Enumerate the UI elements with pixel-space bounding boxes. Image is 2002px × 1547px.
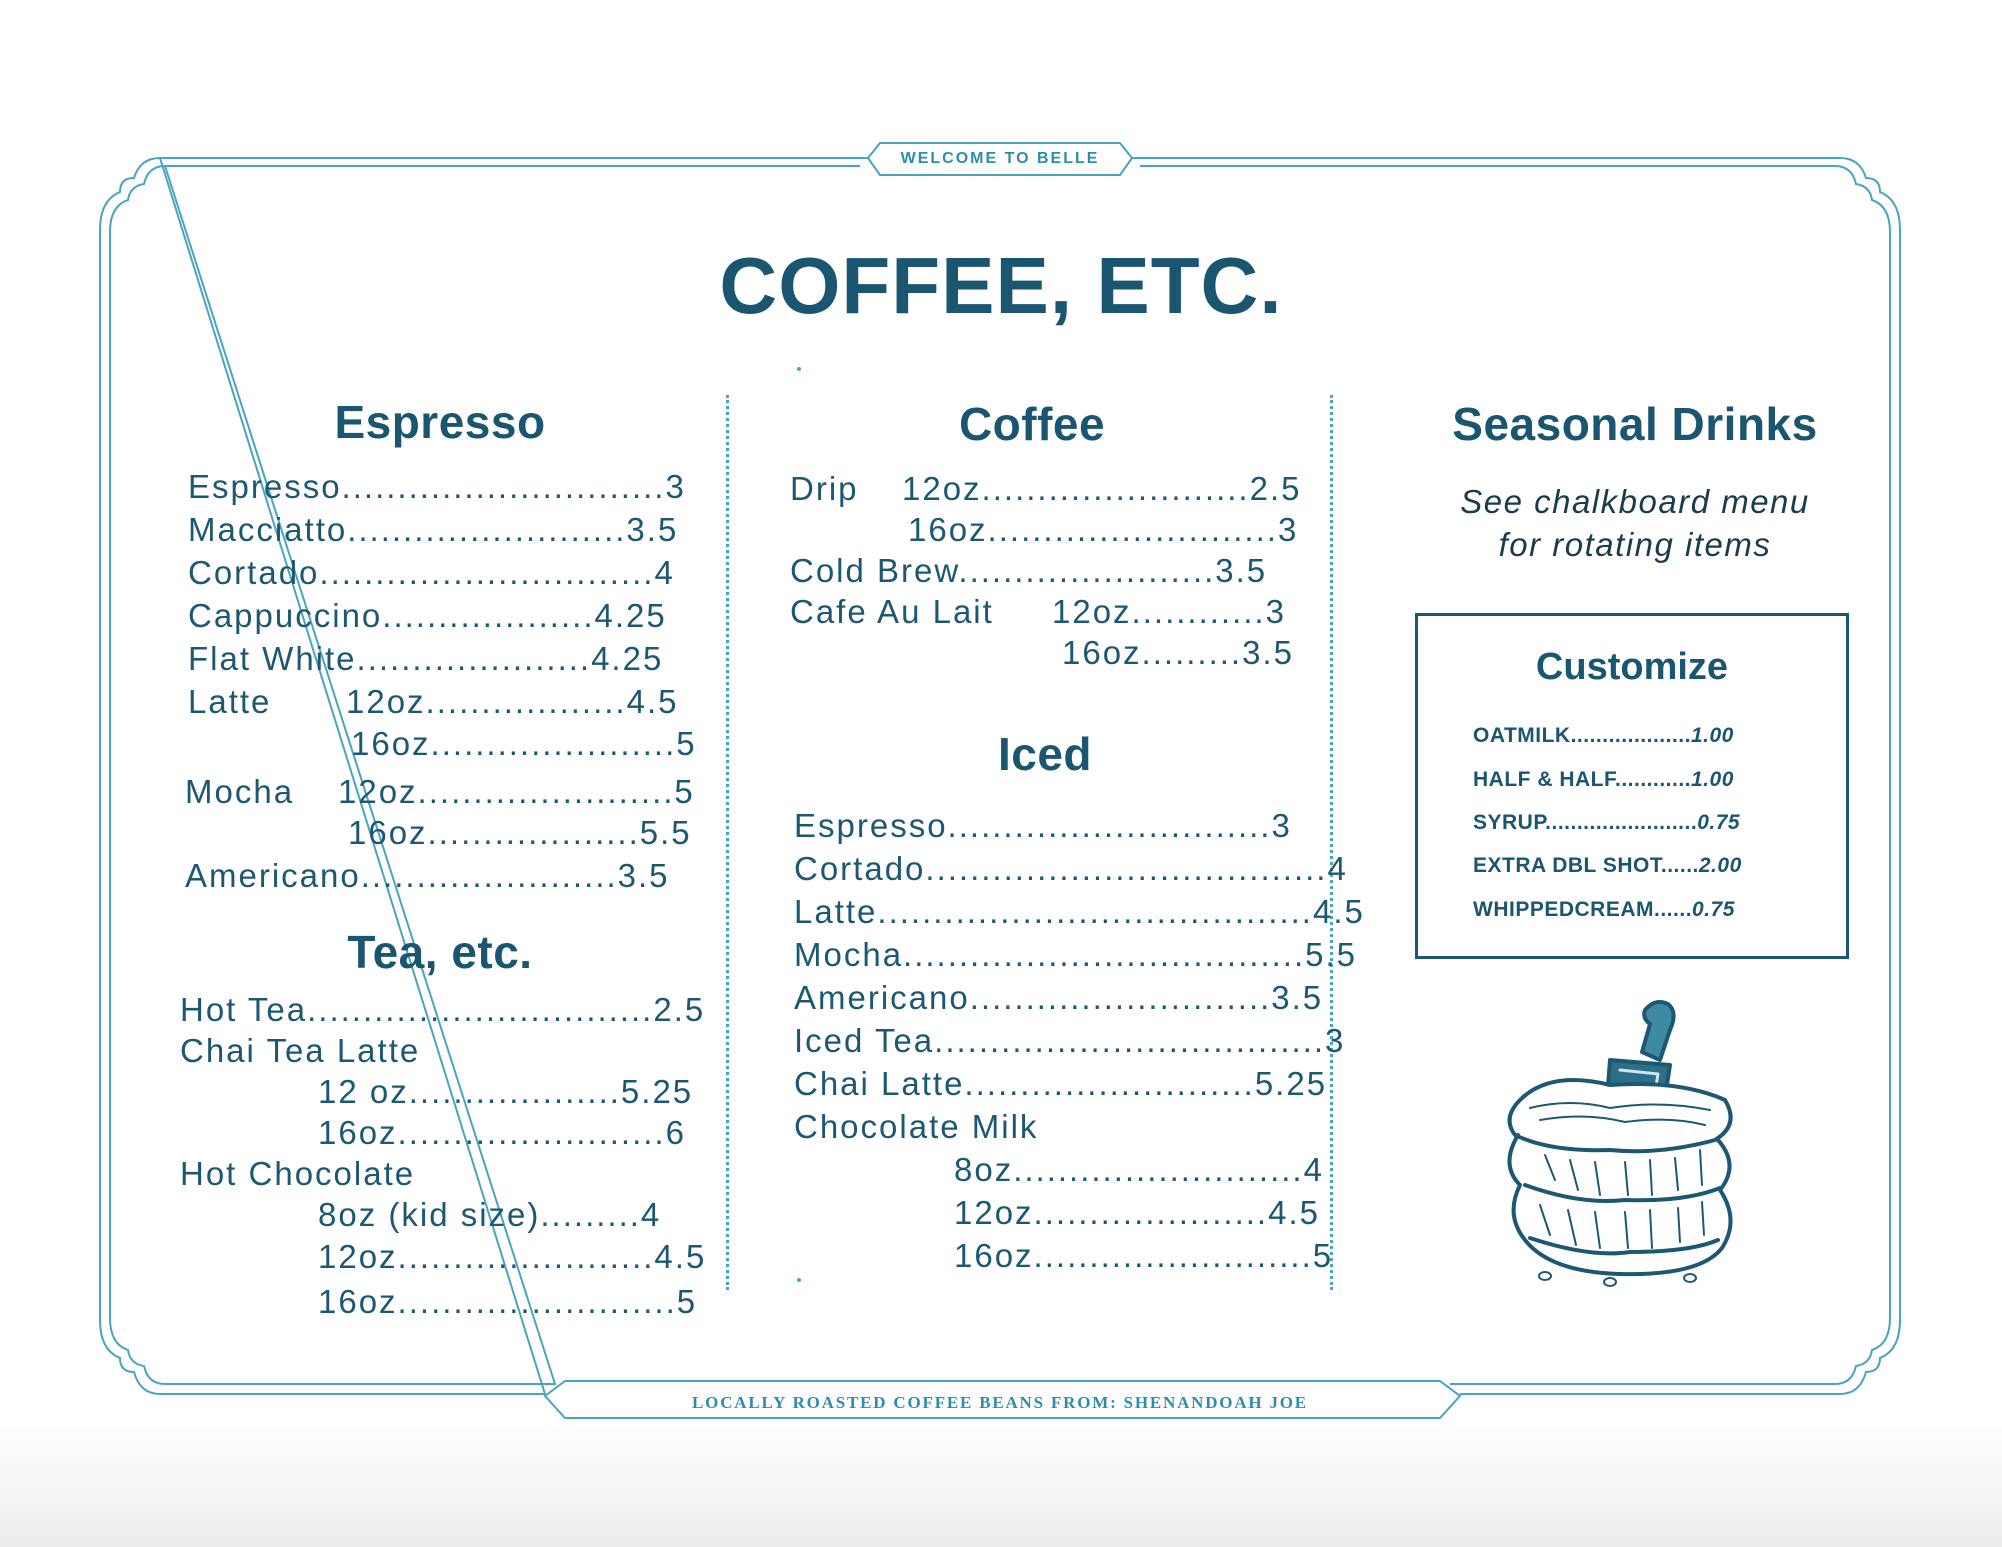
- seasonal-note-line-1: See chalkboard menu: [1460, 483, 1810, 520]
- seasonal-note-line-2: for rotating items: [1498, 526, 1772, 563]
- menu-item-size: 12oz............3: [1052, 593, 1286, 630]
- section-heading-seasonal: Seasonal Drinks: [1452, 398, 1818, 450]
- customize-leader: ........................: [1545, 811, 1698, 834]
- menu-item: Latte.......................................4.5: [794, 893, 1365, 930]
- menu-item-size: 12oz.......................5: [338, 773, 695, 810]
- customize-leader: ...................: [1570, 724, 1691, 747]
- menu-item-size: 16oz...................5.5: [348, 814, 692, 851]
- menu-item: Iced Tea...................................3: [794, 1022, 1346, 1059]
- customize-heading: Customize: [1535, 646, 1729, 688]
- page-title: COFFEE, ETC.: [719, 241, 1283, 330]
- customize-name: HALF & HALF: [1473, 768, 1615, 791]
- stray-dot: [797, 1278, 801, 1282]
- menu-item-size: 12 oz...................5.25: [318, 1073, 694, 1110]
- customize-row: [1473, 811, 1740, 835]
- menu-item: Americano.......................3.5: [185, 857, 670, 894]
- menu-item-size: 16oz.........................5: [954, 1237, 1334, 1274]
- menu-item-size: 12oz.....................4.5: [954, 1194, 1320, 1231]
- menu-item: Cafe Au Lait: [790, 593, 994, 630]
- customize-price: 1.00: [1691, 768, 1734, 791]
- customize-row: [1473, 724, 1734, 748]
- menu-item: Americano...........................3.5: [794, 979, 1324, 1016]
- menu-item: Drip: [790, 470, 859, 507]
- customize-leader: ............: [1614, 768, 1691, 791]
- customize-name: WHIPPEDCREAM: [1473, 898, 1655, 921]
- menu-item-size: 12oz.......................4.5: [318, 1238, 707, 1275]
- menu-item: Chai Tea Latte: [180, 1032, 421, 1069]
- customize-row: [1473, 854, 1742, 878]
- section-heading-tea: Tea, etc.: [347, 926, 533, 978]
- menu-item: Cold Brew.......................3.5: [790, 552, 1268, 589]
- menu-item-size: 12oz..................4.5: [346, 683, 679, 720]
- section-heading-espresso: Espresso: [334, 396, 546, 448]
- menu-item: Espresso.............................3: [188, 468, 686, 505]
- section-heading-coffee: Coffee: [958, 398, 1106, 450]
- menu-item: Cappuccino...................4.25: [188, 597, 667, 634]
- roaster-banner: LOCALLY ROASTED COFFEE BEANS FROM: SHENANDOAH JOE: [692, 1393, 1308, 1412]
- column-divider-right: [1330, 395, 1333, 1290]
- menu-item: Espresso.............................3: [794, 807, 1292, 844]
- customize-price: 1.00: [1690, 724, 1734, 747]
- customize-box: [1415, 613, 1849, 959]
- welcome-banner: WELCOME TO BELLE: [900, 150, 1100, 167]
- menu-item-size: 16oz.........................5: [318, 1283, 698, 1320]
- menu-item: Latte: [188, 683, 272, 720]
- menu-item: Mocha: [185, 773, 295, 810]
- menu-item-size: 16oz..........................3: [908, 511, 1299, 548]
- customize-row: [1473, 768, 1734, 792]
- menu-item: Chocolate Milk: [794, 1108, 1039, 1145]
- customize-price: 2.00: [1698, 854, 1742, 877]
- customize-leader: ......: [1654, 898, 1693, 921]
- menu-item-size: 8oz (kid size).........4: [318, 1196, 662, 1233]
- customize-name: SYRUP: [1473, 811, 1546, 834]
- menu-item: Cortado....................................4: [794, 850, 1348, 887]
- menu-item-size: 8oz..........................4: [954, 1151, 1324, 1188]
- column-divider-left: [726, 395, 729, 1290]
- stray-dot: [797, 367, 801, 371]
- menu-item: Mocha....................................5.5: [794, 936, 1357, 973]
- menu-item: Hot Chocolate: [180, 1155, 416, 1192]
- customize-price: 0.75: [1697, 811, 1741, 834]
- customize-name: EXTRA DBL SHOT: [1473, 854, 1661, 877]
- section-heading-iced: Iced: [997, 728, 1093, 780]
- menu-item: Hot Tea...............................2.5: [180, 991, 706, 1028]
- customize-name: OATMILK: [1473, 724, 1571, 747]
- menu-item-size: 16oz.........3.5: [1062, 634, 1294, 671]
- menu-item-size: 12oz........................2.5: [902, 470, 1302, 507]
- customize-leader: ......: [1660, 854, 1699, 877]
- customize-row: [1473, 898, 1735, 922]
- menu-item-size: 16oz......................5: [351, 725, 697, 762]
- menu-item: Macciatto.........................3.5: [188, 511, 679, 548]
- menu-item: Cortado..............................4: [188, 554, 675, 591]
- coffee-bean-sack-with-scoop-icon: [1490, 990, 1750, 1290]
- customize-price: 0.75: [1692, 898, 1735, 921]
- menu-item-size: 16oz........................6: [318, 1114, 686, 1151]
- menu-item: Chai Latte..........................5.25: [794, 1065, 1328, 1102]
- menu-item: Flat White.....................4.25: [188, 640, 664, 677]
